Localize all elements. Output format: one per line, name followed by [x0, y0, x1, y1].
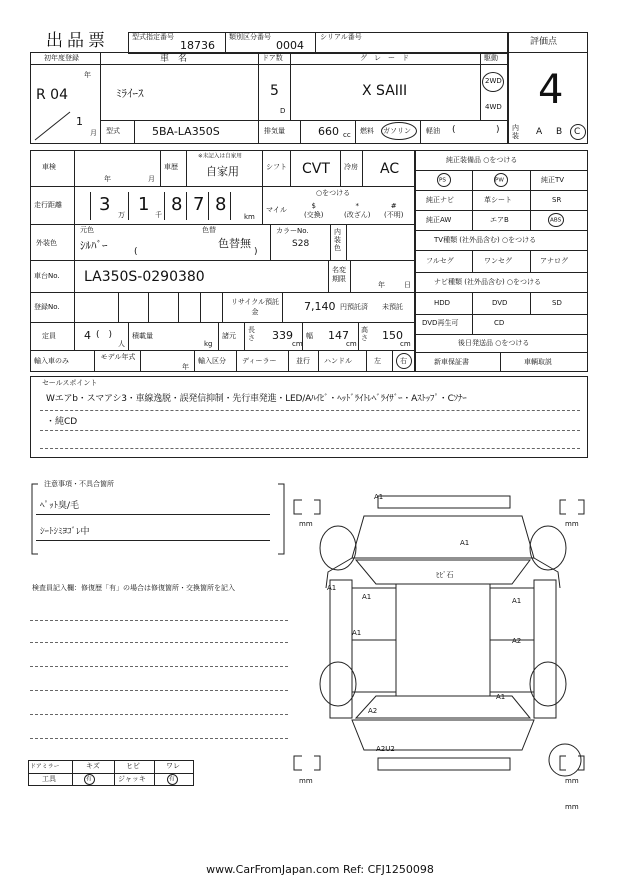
nav-hdd: HDD	[434, 299, 451, 307]
drive-4wd: 4WD	[485, 103, 502, 111]
height-label: 高さ	[361, 326, 368, 342]
sales-block	[30, 376, 588, 458]
factory-equip-label: 純正装備品 ○をつける	[446, 156, 518, 164]
handle-right: 右	[400, 357, 407, 365]
meter-opt-exchange: $ (交換)	[304, 202, 324, 219]
inspection-label: 車検	[42, 163, 56, 171]
legend-tools-yes: 有	[86, 775, 92, 783]
first-reg-label: 初年度登録	[44, 54, 79, 62]
name-change-day: 日	[404, 281, 411, 289]
damage-left-front-door: A1	[362, 593, 372, 601]
type-approval-number: 18736	[180, 39, 215, 52]
score-label: 評価点	[530, 37, 558, 47]
equip-pw: PW	[495, 176, 504, 184]
damage-rear-bumper: A2U2	[376, 745, 395, 753]
legend-crack: ヒビ	[126, 762, 140, 770]
car-name-label: 車 名	[160, 54, 188, 64]
unit-sen: 千	[155, 211, 162, 219]
recycle-label: リサイクル預託金	[230, 298, 280, 316]
meter-note: ○をつける	[316, 189, 351, 197]
width-label: 幅	[306, 332, 313, 340]
dealer-option: ディーラー	[242, 357, 277, 365]
damage-right-front-door: A1	[512, 597, 522, 605]
note-line-2: ｼｰﾄｼﾐﾖｺﾞﾚ中	[40, 527, 90, 537]
model-year-unit: 年	[182, 363, 189, 371]
ac-value: AC	[380, 161, 400, 177]
displacement-value: 660	[318, 125, 339, 138]
equip-nav: 純正ナビ	[426, 196, 454, 204]
class-label: 類別区分番号	[229, 33, 271, 41]
equip-ps: PS	[439, 176, 446, 184]
doors-value: 5	[270, 83, 279, 99]
meter-opt-unknown: # (不明)	[384, 202, 404, 219]
handle-left: 左	[374, 357, 381, 365]
damage-rear-left: A2	[368, 707, 378, 715]
ext-color-value: ｼﾙﾊﾞｰ	[80, 239, 108, 252]
damage-left-side: A1	[327, 584, 337, 592]
handle-label: ハンドル	[324, 357, 352, 365]
first-reg-month: 1	[76, 115, 83, 128]
nav-dvd-play: DVD再生可	[422, 319, 459, 327]
nav-cd: CD	[494, 319, 505, 327]
chassis-value: LA350S-0290380	[84, 269, 205, 285]
capacity-label: 定員	[42, 332, 56, 340]
interior-label: 内装	[512, 124, 519, 140]
legend-mirror: ドアミラー	[30, 762, 60, 770]
equip-abs: ABS	[550, 216, 562, 224]
nav-sd: SD	[552, 299, 562, 307]
capacity-value: 4	[84, 329, 91, 342]
mileage-digit-2: 1	[138, 194, 150, 215]
length-label: 長さ	[248, 326, 255, 342]
nav-dvd: DVD	[492, 299, 508, 307]
tv-analog: アナログ	[540, 257, 568, 265]
docs-label: 後日発送品 ○をつける	[458, 339, 530, 347]
shift-label: シフト	[266, 163, 287, 171]
displacement-unit: cc	[343, 131, 351, 139]
damage-hood: A1	[460, 539, 470, 547]
displacement-label: 排気量	[264, 127, 285, 135]
class-number: 0004	[276, 39, 304, 52]
damage-windshield: ﾋﾋﾞ石	[436, 571, 454, 579]
diesel-label: 軽油	[426, 127, 440, 135]
tv-oneseg: ワンセグ	[484, 257, 512, 265]
width-unit: cm	[346, 340, 357, 348]
mileage-digit-3: 8	[171, 194, 183, 215]
footer-ref: www.CarFromJapan.com Ref: CFJ1250098	[206, 863, 434, 876]
year-unit: 年	[84, 71, 91, 79]
load-label: 積載量	[132, 332, 153, 340]
import-label: 輸入車のみ	[34, 357, 69, 365]
repaint-value: 色替無	[218, 237, 251, 250]
drive-2wd: 2WD	[485, 77, 502, 85]
damage-rear-right: A1	[496, 693, 506, 701]
diagonal-line	[30, 108, 100, 144]
unit-km: km	[244, 213, 255, 221]
car-damage-diagram	[290, 488, 590, 818]
drive-label: 駆動	[484, 54, 498, 62]
import-class-label: 輸入区分	[198, 357, 226, 365]
month-unit: 月	[90, 129, 97, 137]
car-name: ﾐﾗｲｰｽ	[116, 87, 144, 100]
note-line-1: ﾍﾟｯﾄ臭/毛	[40, 501, 80, 511]
legend-scratch: キズ	[86, 762, 100, 770]
inspection-year-unit: 年	[104, 175, 111, 183]
chassis-label: 車台No.	[34, 272, 60, 280]
ac-label: 冷房	[344, 163, 358, 171]
height-value: 150	[382, 329, 403, 342]
sheet-title: 出品票	[46, 31, 109, 51]
grade-value: X SAIII	[362, 83, 408, 99]
interior-b: B	[556, 127, 563, 137]
equip-tv: 純正TV	[541, 176, 565, 184]
model-value: 5BA-LA350S	[152, 125, 220, 138]
notes-bracket	[28, 480, 288, 560]
model-label: 型式	[106, 127, 120, 135]
repaint-label: 色替	[202, 226, 216, 234]
recycle-status: 未預託	[382, 303, 403, 311]
mileage-label: 走行距離	[34, 201, 62, 209]
width-value: 147	[328, 329, 349, 342]
usage-value: 自家用	[206, 165, 239, 178]
int-color-label: 内装色	[334, 228, 341, 252]
mileage-digit-5: 8	[215, 194, 227, 215]
mm-label-rr: mm	[565, 777, 579, 785]
tv-full: フルセグ	[426, 257, 454, 265]
length-value: 339	[272, 329, 293, 342]
color-no-label: カラーNo.	[276, 227, 309, 235]
unit-man: 万	[118, 211, 125, 219]
color-no-value: S28	[292, 239, 310, 249]
height-unit: cm	[400, 340, 411, 348]
serial-label: シリアル番号	[320, 33, 362, 41]
damage-front-bumper: A1	[374, 493, 384, 501]
sales-label: セールスポイント	[42, 379, 98, 387]
equip-aw: 純正AW	[426, 216, 452, 224]
recycle-unit: 円預託済	[340, 303, 368, 311]
sales-line-2: ・純CD	[46, 417, 78, 427]
tv-type-label: TV種類 (社外品含む) ○をつける	[434, 236, 537, 244]
ext-color-label: 外装色	[36, 239, 57, 247]
capacity-unit: 人	[118, 340, 125, 348]
name-change-label: 名変期限	[332, 266, 346, 283]
grade-label: グ レ ー ド	[360, 54, 409, 62]
dims-label: 諸元	[222, 332, 236, 340]
legend-jack: ジャッキ	[118, 775, 146, 783]
model-year-label: モデル年式	[100, 353, 136, 361]
damage-right-rear-door: A2	[512, 637, 522, 645]
recycle-value: 7,140	[304, 300, 336, 313]
mileage-digit-4: 7	[193, 194, 205, 215]
fuel-value: ガソリン	[383, 127, 411, 135]
usage-note: ※未記入は自家用	[198, 152, 242, 160]
sales-line-1: Wエアb・スマアシ3・車線逸脱・誤発信抑制・先行車発進・LED/Aﾊｲﾋﾞ・ﾍｯﾄﾞﾗｲﾄﾚﾍﾞﾗｲｻﾞｰ・Aｽﾄｯﾌﾟ・Cｿﾅｰ	[46, 394, 467, 404]
mm-label-rl: mm	[299, 777, 313, 785]
mm-label-spare: mm	[565, 803, 579, 811]
name-change-year-unit: 年	[378, 281, 385, 289]
length-unit: cm	[292, 340, 303, 348]
damage-left-rear-door: A1	[352, 629, 362, 637]
reg-label: 登録No.	[34, 303, 60, 311]
interior-c: C	[574, 127, 581, 137]
parallel-option: 並行	[296, 357, 310, 365]
mm-label-fr: mm	[565, 520, 579, 528]
doors-suffix: D	[280, 107, 286, 115]
meter-opt-tamper: * (改ざん)	[344, 202, 371, 219]
mileage-digit-1: 3	[99, 194, 111, 215]
inspection-month-unit: 月	[148, 175, 155, 183]
orig-color-label: 元色	[80, 226, 94, 234]
score-value: 4	[538, 67, 564, 113]
equip-sr: SR	[552, 196, 562, 204]
usage-label: 車歴	[164, 163, 178, 171]
equip-leather: 革シート	[484, 196, 512, 204]
mm-label-fl: mm	[299, 520, 313, 528]
interior-a: A	[536, 127, 543, 137]
inspector-label: 検査員記入欄：修復歴「有」の場合は修復箇所・交換箇所を記入	[32, 584, 235, 592]
notes-label: 注意事項・不具合箇所	[44, 480, 114, 488]
legend-break: ワレ	[166, 762, 180, 770]
doc-warranty: 新車保証書	[434, 358, 469, 366]
legend-jack-yes: 有	[169, 775, 175, 783]
nav-type-label: ナビ種類 (社外品含む) ○をつける	[434, 278, 542, 286]
shift-value: CVT	[302, 161, 330, 177]
first-reg-year: R 04	[36, 87, 68, 103]
doc-manual: 車輌取説	[524, 358, 552, 366]
type-approval-label: 型式指定番号	[132, 33, 174, 41]
fuel-label: 燃料	[360, 127, 374, 135]
meter-label: マイル	[266, 206, 287, 214]
doors-label: ドア数	[262, 54, 283, 62]
legend-tools: 工具	[42, 775, 56, 783]
load-unit: kg	[204, 340, 213, 348]
equip-airbag: エアB	[490, 216, 509, 224]
